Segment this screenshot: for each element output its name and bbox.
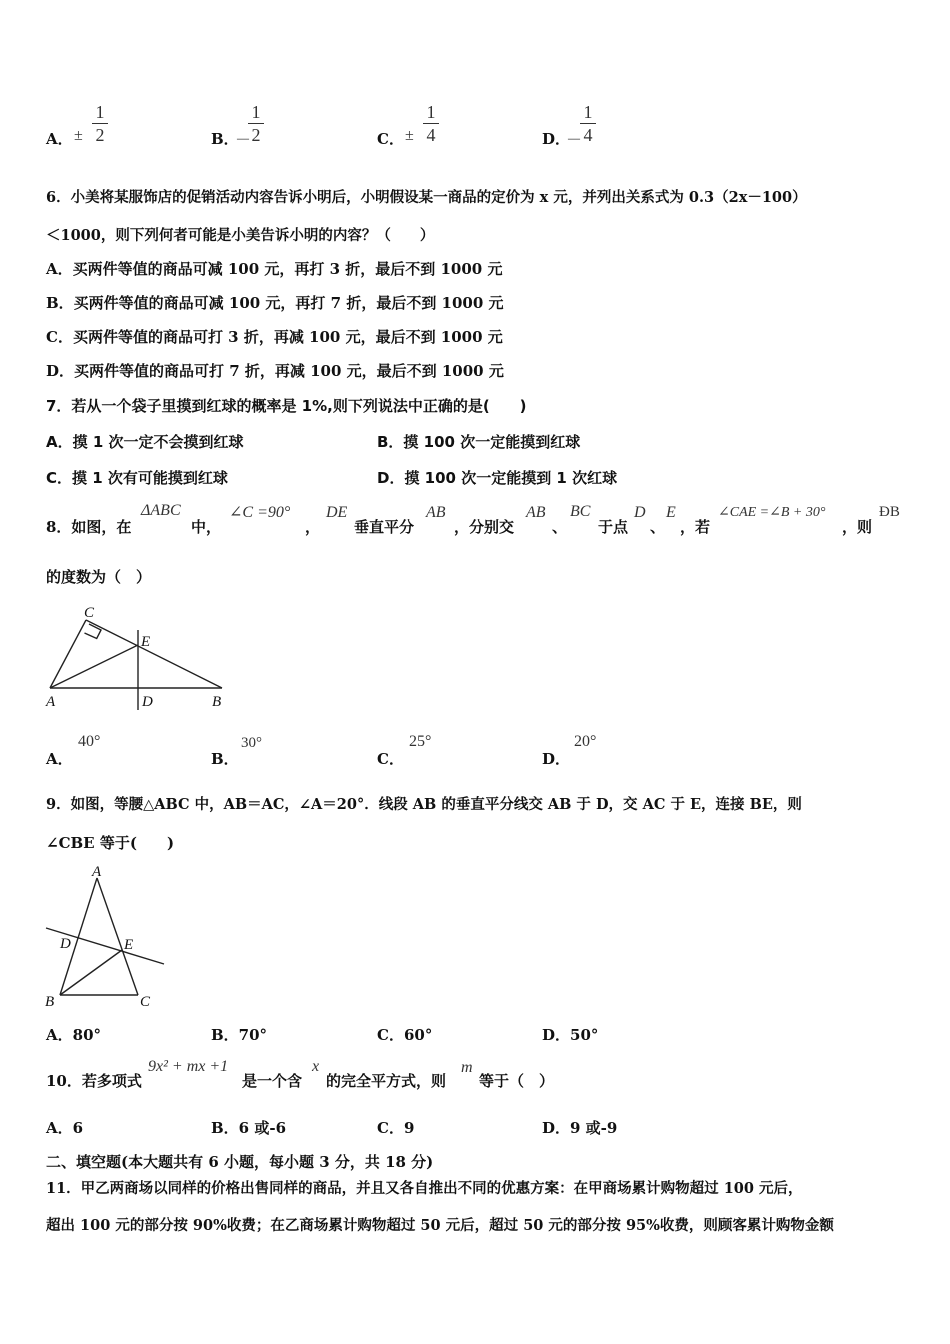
q8-math-condition: ∠CAE =∠B + 30° xyxy=(718,505,826,520)
q10-text-3: 的完全平方式，则 xyxy=(326,1072,447,1090)
q6-option-a: A．买两件等值的商品可减 100 元，再打 3 折，最后不到 1000 元 xyxy=(46,260,503,278)
q8-label-a: A xyxy=(46,694,56,710)
q5-option-a-den: 2 xyxy=(95,125,105,145)
q7-option-b: B．摸 100 次一定能摸到红球 xyxy=(377,433,581,451)
q8-label-c: C xyxy=(84,605,95,621)
q9-stem-line2: ∠CBE 等于( ) xyxy=(46,834,175,852)
q9-label-c: C xyxy=(140,994,151,1010)
q5-option-c-sign: ± xyxy=(405,127,414,144)
q9-label-e: E xyxy=(124,937,134,953)
q5-option-b-fraction xyxy=(248,102,264,145)
q10-math-polynomial: 9x² + mx +1 xyxy=(148,1058,229,1075)
q5-option-d-fraction xyxy=(580,102,596,145)
q10-option-b: B．6 或-6 xyxy=(211,1119,287,1137)
q8-text-6: 、 xyxy=(552,518,568,536)
q6-option-c: C．买两件等值的商品可打 3 折，再减 100 元，最后不到 1000 元 xyxy=(46,328,503,346)
q8-text-9: ，若 xyxy=(680,518,711,536)
q6-option-d: D．买两件等值的商品可打 7 折，再减 100 元，最后不到 1000 元 xyxy=(46,362,504,380)
q8-option-d-value: 20° xyxy=(574,733,597,750)
q8-side-cb xyxy=(86,620,222,688)
q8-label-b: B xyxy=(212,694,222,710)
q9-option-c: C．60° xyxy=(377,1026,433,1044)
q10-text-1: 10．若多项式 xyxy=(46,1072,142,1090)
q10-math-x: x xyxy=(312,1058,320,1075)
q8-stem-line2: 的度数为（ ） xyxy=(46,568,152,586)
q5-option-b-den: 2 xyxy=(251,125,261,145)
q8-figure xyxy=(40,600,240,715)
q8-math-triangle: ΔABC xyxy=(141,502,181,519)
q8-text-1: 8．如图，在 xyxy=(46,518,132,536)
q8-option-b-value: 30° xyxy=(241,735,262,751)
q5-option-d-num: 1 xyxy=(583,102,593,122)
q9-label-a: A xyxy=(92,864,102,880)
q5-option-a-sign: ± xyxy=(74,127,83,144)
q8-text-10: ，则 xyxy=(842,518,873,536)
q7-option-d: D．摸 100 次一定能摸到 1 次红球 xyxy=(377,469,618,487)
q8-option-a-letter: A． xyxy=(46,750,73,768)
q8-option-d-letter: D． xyxy=(542,750,571,768)
q5-option-b-num: 1 xyxy=(251,102,261,122)
q6-stem-line1: 6．小美将某服饰店的促销活动内容告诉小明后，小明假设某一商品的定价为 x 元，并列出关系式为 0.3（2x－100） xyxy=(46,189,807,206)
q8-side-ac xyxy=(50,620,86,688)
q10-option-c: C．9 xyxy=(377,1119,415,1137)
q5-option-b-sign: － xyxy=(235,132,252,149)
q8-text-5: ，分别交 xyxy=(454,518,515,536)
q8-math-angle-c: ∠C =90° xyxy=(229,504,291,521)
q5-option-c-num: 1 xyxy=(426,102,436,122)
q5-option-a-letter: A． xyxy=(46,130,73,148)
q8-label-d: D xyxy=(142,694,153,710)
q9-option-a: A．80° xyxy=(46,1026,102,1044)
q8-option-c-value: 25° xyxy=(409,733,432,750)
q7-option-c: C．摸 1 次有可能摸到红球 xyxy=(46,469,228,487)
q8-math-angle-b: ÐB xyxy=(879,504,900,520)
q8-text-7: 于点 xyxy=(598,518,629,536)
q8-option-b-letter: B． xyxy=(211,750,239,768)
q5-option-a-num: 1 xyxy=(95,102,105,122)
q8-text-3: ， xyxy=(305,518,321,536)
q8-label-e: E xyxy=(141,634,151,650)
q8-math-e: E xyxy=(666,504,676,521)
section-2-heading: 二、填空题(本大题共有 6 小题，每小题 3 分，共 18 分) xyxy=(46,1153,434,1171)
q9-segment-be xyxy=(60,950,122,995)
q8-text-2: 中， xyxy=(191,518,222,536)
q11-line2: 超出 100 元的部分按 90%收费；在乙商场累计购物超过 50 元后，超过 50 元的部分按 95%收费，则顾客累计购物金额 xyxy=(46,1217,834,1234)
q8-segment-ae xyxy=(50,645,138,688)
q8-option-a-value: 40° xyxy=(78,733,101,750)
q5-option-d-den: 4 xyxy=(583,125,593,145)
q10-option-d: D．9 或-9 xyxy=(542,1119,618,1137)
q9-option-d: D．50° xyxy=(542,1026,599,1044)
q5-option-c-letter: C． xyxy=(377,130,404,148)
q5-option-b-letter: B． xyxy=(211,130,239,148)
q9-stem-line1: 9．如图，等腰△ABC 中，AB＝AC，∠A＝20°．线段 AB 的垂直平分线交 AB 于 D，交 AC 于 E，连接 BE，则 xyxy=(46,796,802,813)
q7-option-a: A．摸 1 次一定不会摸到红球 xyxy=(46,433,244,451)
q8-math-ab-2: AB xyxy=(526,504,546,521)
q8-math-de: DE xyxy=(326,504,348,521)
q8-text-8: 、 xyxy=(650,518,666,536)
q10-text-4: 等于（ ） xyxy=(479,1072,555,1090)
q5-option-a-fraction xyxy=(92,102,108,145)
q9-label-d: D xyxy=(60,936,71,952)
q5-option-d-letter: D． xyxy=(542,130,571,148)
q10-text-2: 是一个含 xyxy=(242,1072,303,1090)
q6-option-b: B．买两件等值的商品可减 100 元，再打 7 折，最后不到 1000 元 xyxy=(46,294,504,312)
q7-stem: 7．若从一个袋子里摸到红球的概率是 1%,则下列说法中正确的是( ) xyxy=(46,397,527,415)
q8-text-4: 垂直平分 xyxy=(354,518,415,536)
q6-stem-line2: ＜1000，则下列何者可能是小美告诉小明的内容？（ ） xyxy=(46,227,435,244)
q8-math-d: D xyxy=(634,504,646,521)
q11-line1: 11．甲乙两商场以同样的价格出售同样的商品，并且又各自推出不同的优惠方案：在甲商场累计购物超过 100 元后， xyxy=(46,1180,803,1197)
q10-option-a: A．6 xyxy=(46,1119,84,1137)
q10-math-m: m xyxy=(461,1059,473,1076)
q5-option-c-den: 4 xyxy=(426,125,436,145)
q5-option-c-fraction xyxy=(423,102,439,145)
q5-option-d-sign: － xyxy=(566,132,583,149)
q8-math-bc: BC xyxy=(570,503,591,520)
q8-option-c-letter: C． xyxy=(377,750,404,768)
q9-option-b: B．70° xyxy=(211,1026,268,1044)
q8-math-ab-1: AB xyxy=(426,504,446,521)
q9-label-b: B xyxy=(45,994,55,1010)
q9-figure xyxy=(40,860,175,1010)
